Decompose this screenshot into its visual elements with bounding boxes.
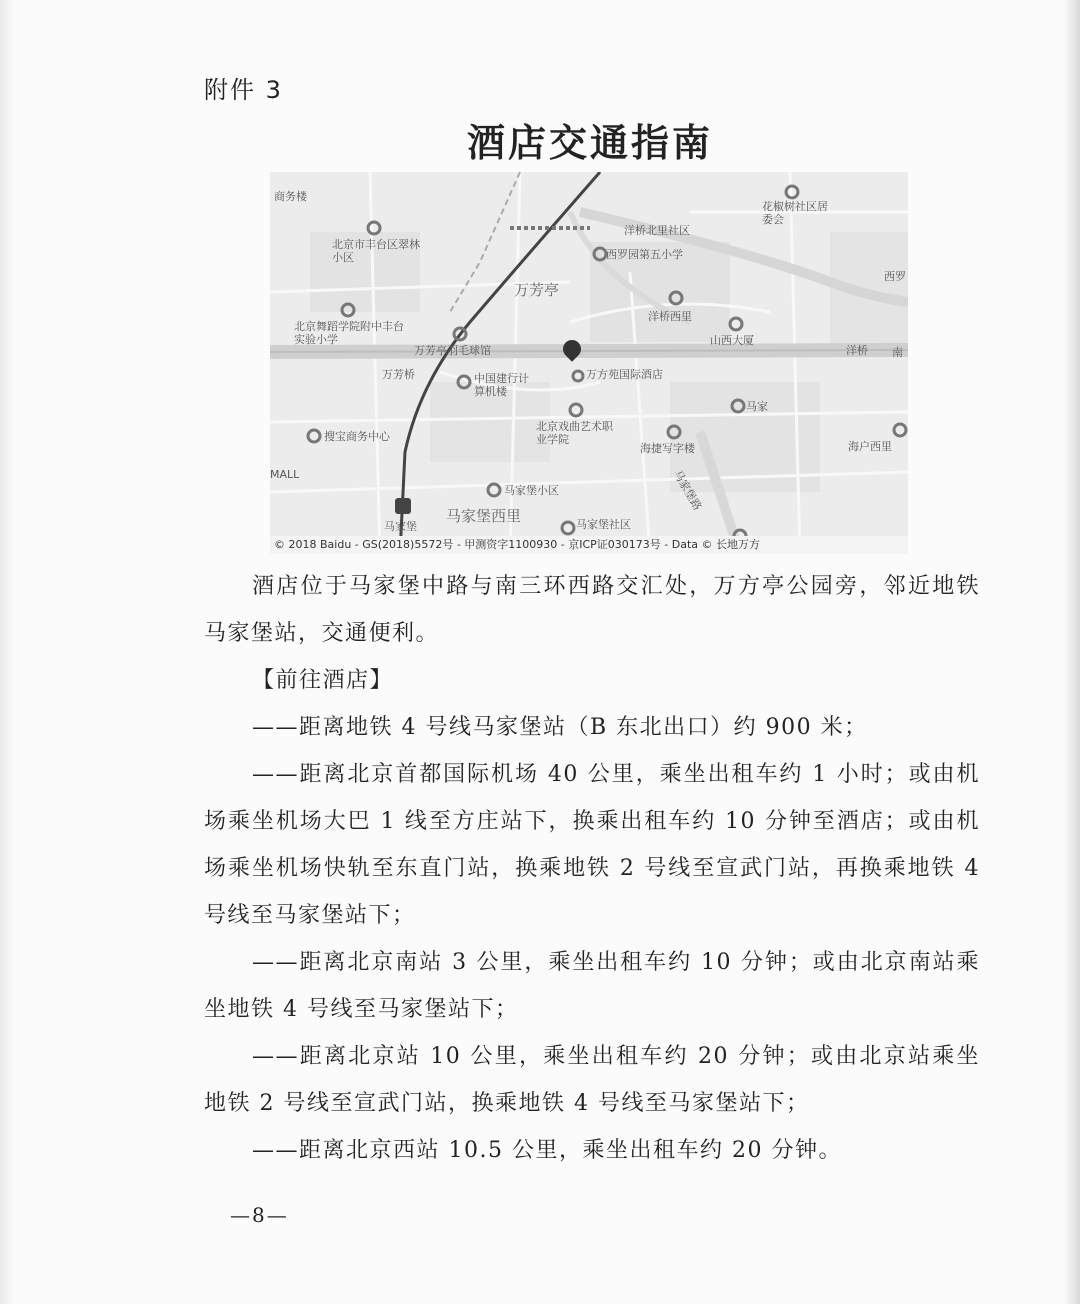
map-label: 马家堡社区 [576,518,631,531]
direction-item: ——距离北京南站 3 公里，乘坐出租车约 10 分钟；或由北京南站乘坐地铁 4 号线至马家堡站下； [204,950,980,1022]
map-credit: © 2018 Baidu - GS(2018)5572号 - 甲测资字1100930 - 京ICP证030173号 - Data © 长地万方 [270,536,908,554]
map-label: 马家堡小区 [504,484,559,497]
page-number: —8— [230,1203,289,1227]
intro-paragraph [204,563,980,657]
directions-list [204,704,980,1174]
map-label: 万芳亭羽毛球馆 [414,344,491,357]
map-label: 海户西里 [848,440,892,453]
map-label: 北京市丰台区翠林小区 [332,238,420,264]
intro-text: 酒店位于马家堡中路与南三环西路交汇处，万方亭公园旁，邻近地铁马家堡站，交通便利。 [204,574,980,646]
map-label: 北京戏曲艺术职业学院 [536,420,613,446]
map-label: 海捷写字楼 [640,442,695,455]
map-label: 马家 [746,400,768,413]
map-label: MALL [270,468,300,481]
map-label: 马家堡西里 [446,507,522,525]
map-label: 南 [892,346,903,359]
hotel-map-label: 万方苑国际酒店 [586,368,663,381]
scan-edge-right [1064,0,1080,1304]
map-label: 洋桥西里 [648,310,692,323]
map-label: 万芳亭 [514,281,560,299]
map-label: 马家堡路 [670,468,704,513]
map-label: 洋桥北里社区 [624,224,690,237]
map-label: 花椒树社区居委会 [762,200,828,226]
location-map [270,172,908,554]
map-label: 山西大厦 [710,334,754,347]
map-label: 搜宝商务中心 [324,430,390,443]
scan-edge-left [0,0,14,1304]
map-label: 马家堡 [384,520,417,533]
page-title: 酒店交通指南 [466,120,713,165]
direction-item: ——距离北京首都国际机场 40 公里，乘坐出租车约 1 小时；或由机场乘坐机场大巴 1 线至方庄站下，换乘出租车约 10 分钟至酒店；或由机场乘坐机场快轨至东直门站，换乘地铁 2 号线至宣武门站，再换乘地铁 4 号线至马家堡站下； [204,762,980,928]
section-heading [204,657,980,704]
map-roads [270,172,908,554]
map-label: 西罗园第五小学 [606,248,683,261]
map-label: 西罗 [884,270,906,283]
direction-item: ——距离北京站 10 公里，乘坐出租车约 20 分钟；或由北京站乘坐地铁 2 号线至宣武门站，换乘地铁 4 号线至马家堡站下； [204,1044,980,1116]
section-title: 【前往酒店】 [252,668,394,693]
map-label: 中国建行计算机楼 [474,372,529,398]
map-label: 北京舞蹈学院附中丰台实验小学 [294,320,404,346]
direction-item: ——距离地铁 4 号线马家堡站（B 东北出口）约 900 米； [252,715,868,740]
map-label: 洋桥 [846,344,868,357]
map-label: 商务楼 [274,190,307,203]
direction-item: ——距离北京西站 10.5 公里，乘坐出租车约 20 分钟。 [252,1138,842,1163]
attachment-label: 附件 3 [204,76,283,104]
map-label: 万芳桥 [382,368,415,381]
